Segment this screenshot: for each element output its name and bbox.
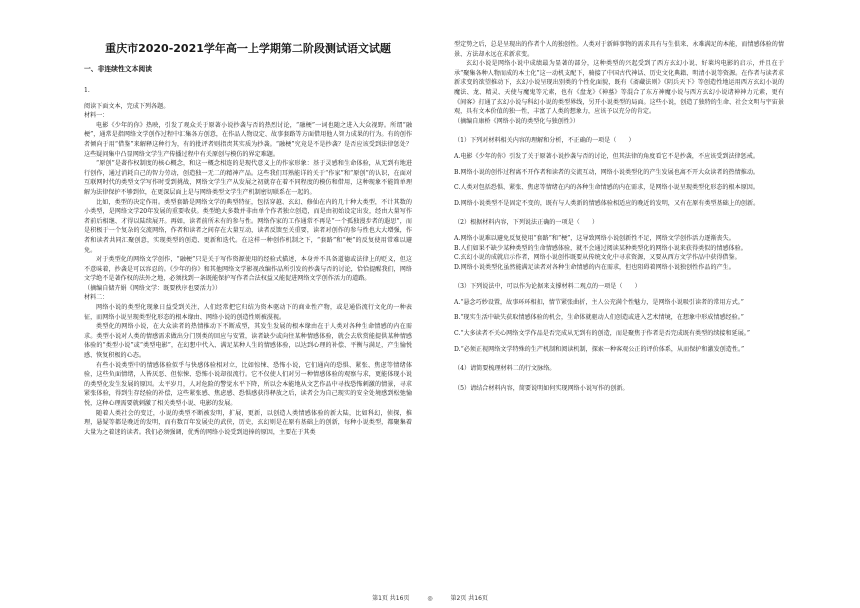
material-1-source: （摘编自储卉娟《网络文学：既要秩序也要活力》） bbox=[84, 284, 222, 292]
question-3-option-c: C.“大多读者不关心网络文学作品是否完成从无到有的创造，而是聚焦于作者是否完成既有类型的续接和延展。” bbox=[454, 330, 750, 338]
page-footer bbox=[0, 593, 860, 602]
question-2-option-c: C.玄幻小说的成就启示作者，网络小说创作既要从传统文化中寻求资源，又要从西方文学作品中获得借鉴。 bbox=[454, 254, 741, 262]
question-1-option-d: D.网络小说类型不是固定不变的，既有与人类新的情感体验相适应的晚近的发明，又有在原有类型基础上的创新。 bbox=[454, 199, 760, 207]
material-2-para-2: 类型化的网络小说，在大众读者的热情推动下不断成型，其发生发展的根本缘由在于人类对各种生命情感的内在需求。类型小说对人类的情感需求做出分门别类的回应与安置，读者缺少或向往某种情感体验，就会去欣赏能提供某种情感体验的“类型小说”或“类型电影”，在幻想中代入、满足某种人生的情感体验，以达到心理的补偿、平衡与满足，产生愉悦感、恢复积极的心态。 bbox=[84, 323, 412, 360]
material-2-label: 材料二： bbox=[84, 294, 109, 302]
question-1-option-a: A.电影《少年的你》引发了关于原著小说抄袭与否的讨论，但其法律的角度看它不是抄袭，不应该受到法律惩戒。 bbox=[454, 152, 759, 160]
question-3-stem: （3）下列说法中，可以作为论据来支撑材料二观点的一项是（ ） bbox=[454, 283, 641, 291]
material-1-para-1: 电影《少年的你》热映，引发了观众关于原著小说抄袭与否的热烈讨论，“融梗”一词也随之进入大众视野。所谓“融梗”，通常是指网络文学创作过程中汇集各方创意，在作品人物设定、故事套路等方面借用他人智力成果的行为。有的创作者倾向于用“借鉴”来解释这种行为，有的批评者则指责其实质为抄袭。“融梗”究竟是不是抄袭？是否应该受到法律惩处？这些疑问集中凸显网络文学生产传播过程中有关原创与模仿的界定难题。 bbox=[84, 121, 412, 158]
question-2-option-d: D.网络小说类型化虽然能满足读者对各种生命情感的内在需求，但也阻碍着网络小说独创性作品的产生。 bbox=[454, 263, 735, 271]
question-3-option-b: B.“现实生活中缺失获取情感体验的机会，生命体就驱动人们创造或进入艺术情境，在想象中形成情感经验。” bbox=[454, 314, 744, 322]
material-2-para-3: 有些小说类型中的情感体验似乎与快感体验相对立，比如惊悚、恐怖小说，它们通向的恐惧、紧张、焦虑等情绪体验，这些负面情绪，人皆厌恶、但惊悚、恐怖小说却很流行。它不仅使人们对另一种情感体验的观察与求，更能体现小说的类型化发生发展的原因。太平岁月，人对危险的警觉水平下降，所以会本能地从文艺作品中寻找恐怖刺激的情景，寻求紧张体验，得到生存经验的补偿，这些紧张感、焦虑感、恐惧感获得释放之后，读者会为自己现实的安全处境感到松弛愉悦，这种心理需要就刺激了相关类型小说、电影的发展。 bbox=[84, 361, 412, 407]
question-3-option-d: D.“必须正视网络文学特殊的生产机制和阅读机制，探索一种客观公正的评价体系，从而保护和激发创造性。” bbox=[454, 345, 745, 353]
right-page bbox=[430, 0, 860, 608]
material-1-para-3: 比如，类型的决定作用。类型套路是网络文学的典型特征，包括穿越、玄幻、修仙在内的几十种大类型，不计其数的小类型，是网络文学20年发展的重要收获。类型绝大多数并非由单个作者独立创造，而是由初始设定出发，经由大量写作者前后相继、才得以陆续展开。再如，读者前所未有的参与性。网络作家的工作通常不再是“一个孤独漫步者的遐思”，而是积极于一个复杂的交流网络，作者和读者之间存在大量互动，读者反馈至关重要，读者对创作的参与性也大大增强，作者和读者共同汇聚创意，实现类型的创造、更新和迭代。在这样一种创作机制之下，“套路”和“梗”的反复使用常难以避免。 bbox=[84, 198, 412, 254]
instruction: 阅读下面文本，完成下列各题。 bbox=[84, 102, 170, 110]
question-1-stem: （1）下列对材料相关内容的理解和分析，不正确的一项是（ ） bbox=[454, 137, 635, 145]
question-2-option-b: B.人们如果不缺少某种类型的生命情感体验，就不会通过阅读某种类型化的网络小说来获得类似的情感体验。 bbox=[454, 244, 747, 252]
material-2-para-5: 型定势之后，总是呈现出的作者个人的独创性。人类对于新鲜事物的需求具有与生俱来、永难满足的本能，而情感体验的情景、方法却永远在求新求变。 bbox=[454, 41, 784, 58]
section-heading: 一、非连续性文本阅读 bbox=[84, 65, 152, 73]
material-2-para-4: 随着人类社会的变迁，小说的类型不断被发明，扩展，更新，以创造人类情感体验的新大陆，比如科幻，侦探，推理，悬疑等都是晚近的发明，而有数百年发展史的武侠，历史，玄幻则是在原有基础上的创新，每种小说类型，都聚集着大量为之着迷的读者。我们必须强调，优秀的网络小说受到追捧的原因，主要在于其类 bbox=[84, 409, 412, 436]
question-3-option-a: A.“悬念巧妙设置，故事环环相扣，情节紧张曲折，主人公充满个性魅力，是网络小说吸引读者的常用方式。” bbox=[454, 298, 744, 306]
question-1-option-b: B.网络小说的创作过程离不开作者和读者的交流互动，网络小说类型化的产生发展也离不开大众读者的热情推动。 bbox=[454, 168, 760, 176]
page-separator: ◎ bbox=[427, 595, 433, 602]
material-1-para-2: “原创”是著作权制度的核心概念，和这一概念相连的是现代意义上的作家形象：基于灵感和生命体验，从无到有地进行创作，通过消耗自己的智力劳动，创造独一无二的精神产品。这些我们耳熟能详的关于“作家”和“原创”的认识，在面对互联网时代的类型文学写作时受到挑战，网络文学生产从发展之初就存在着不同程度的模仿和借用，这种现象不能简单理解为法律保护不够到位，在更深层面上是与网络类型文学生产机制密切联系在一起的。 bbox=[84, 160, 412, 196]
material-2-para-1: 网络小说的类型化现象日益受到关注，人们经常把它归结为资本驱动下的商业性产物，或是通俗流行文化的一种表征，而网络小说呈现类型化形态的根本缘由、网络小说的创造性则被漠视。 bbox=[84, 304, 412, 321]
question-2-option-a: A.网络小说难以避免反复使用“套路”和“梗”，这导致网络小说创新性不足，网络文学创作活力逐渐丧失。 bbox=[454, 234, 735, 242]
page-number-right: 第2页 共16页 bbox=[450, 595, 488, 602]
question-5-stem: （5）请结合材料内容，简要说明如何实现网络小说写作的创新。 bbox=[454, 384, 629, 392]
material-1-para-4: 对于类型化的网络文学创作，“融梗”只是关于写作资源使用的经验式描述，本身并不具备道德或法律上的贬义，但这不意味着，抄袭是可以容忍的。《少年的你》和其他网络文学影视改编作品所引发的抄袭与否的讨论，恰恰提醒我们，网络文学绝不是著作权的法外之地，必须找到一条既能保护写作者合法权益又能促进网络文学创作活力的道路。 bbox=[84, 256, 412, 283]
question-2-stem: （2）根据材料内容，下列说法正确的一项是（ ） bbox=[454, 219, 599, 227]
question-4-stem: （4）请简要梳理材料二的行文脉络。 bbox=[454, 365, 556, 373]
exam-title: 重庆市2020-2021学年高一上学期第二阶段测试语文试题 bbox=[105, 42, 391, 55]
material-2-para-6: 玄幻小说是网络小说中成绩最为显著的部分，这种类型的兴起受到了西方玄幻小说、好莱坞电影的启示，并且在于承“聚集各种人物而成的本土化”这一动机支配下，骑接了中国古代神话、历史文化典籍、明清小说等资源。在作者与读者求新求变的欲望推动下，玄幻小说呈现出别类的个性化面貌，既有《斋藏法则》《阴兵天下》等创造性地运用西方玄幻小说的魔法、龙、精灵、天使与魔鬼等元素，也有《盘龙》《神墓》等混合了东方神魔小说与西方玄幻小说诸神神力元素，更有《间客》打通了玄幻小说与科幻小说的类型界线，另开小说类型的局面。这些小说，创造了独特的生命、社会文明与宇宙景观，具有文本价值的独一性，丰富了人类的想象力，应该予以充分的肯定。 bbox=[454, 60, 784, 116]
question-number: 1. bbox=[84, 87, 90, 94]
material-2-source: （摘编自康桥《网络小说的类型化与独创性》） bbox=[454, 117, 579, 125]
question-1-option-c: C.人类对包括恐惧、紧张、焦虑等情绪在内的各种生命情感的内在需求，是网络小说呈现类型化形态的根本原因。 bbox=[454, 184, 759, 192]
page-number-left: 第1页 共16页 bbox=[372, 595, 410, 602]
material-1-label: 材料一： bbox=[84, 112, 109, 120]
